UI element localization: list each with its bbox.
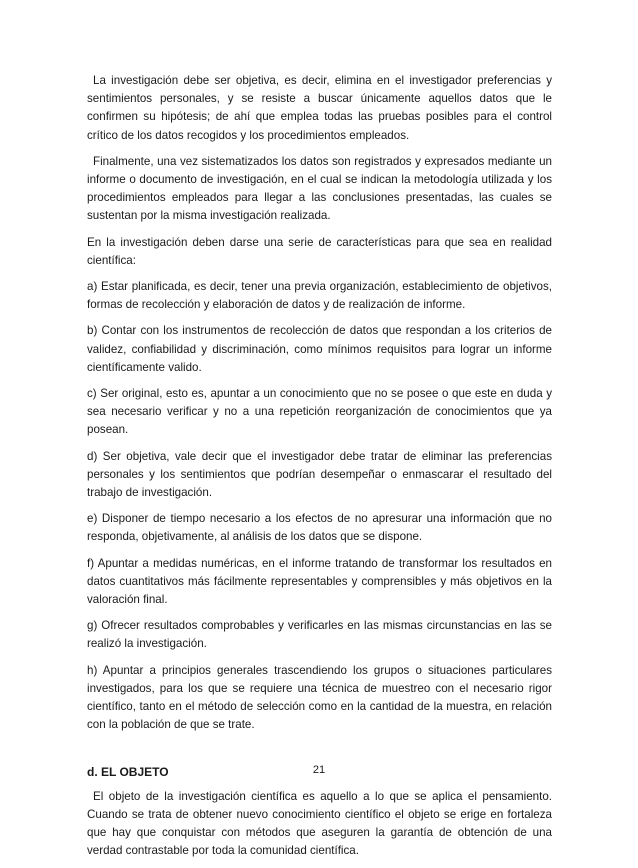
list-item-h: h) Apuntar a principios generales trascendiendo los grupos o situaciones particulares investigados, para los que se requiere una técnica de muestreo con el necesario rigor científico, tanto en el método de selección como en la cantidad de la muestra, en relación con la población de que se trate.: [87, 663, 552, 732]
list-item-g: g) Ofrecer resultados comprobables y verificarles en las mismas circunstancias en las se realizó la investigación.: [87, 619, 552, 651]
list-item-a: a) Estar planificada, es decir, tener una previa organización, establecimiento de objetivos, formas de recolección y elaboración de datos y de realización de informe.: [87, 280, 552, 312]
list-item-c: c) Ser original, esto es, apuntar a un conocimiento que no se posee o que este en duda y sea necesario verificar y no a una repetición reorganización de conocimientos que ya posean.: [87, 387, 552, 437]
paragraph-objectivity: La investigación debe ser objetiva, es decir, elimina en el investigador preferencias y sentimientos personales, y se resiste a buscar únicamente aquellos datos que le confirmen su hipótesis; de ahí que emplea todas las pruebas posibles para el control crítico de los datos recogidos y los procedimientos empleados.: [87, 74, 552, 142]
list-item-f: f) Apuntar a medidas numéricas, en el informe tratando de transformar los resultados en datos cuantitativos más fácilmente representables y comprensibles y más objetivos en la valoración final.: [87, 556, 552, 607]
section-heading: d. EL OBJETO: [87, 764, 169, 779]
paragraph-report: Finalmente, una vez sistematizados los datos son registrados y expresados mediante un informe o documento de investigación, en el cual se indican la metodología utilizada y los procedimientos empleados para llegar a las conclusiones presentadas, las cuales se sustentan por la misma investigación realizada.: [87, 154, 552, 223]
paragraph-object: El objeto de la investigación científica es aquello a lo que se aplica el pensamiento. Cuando se trata de obtener nuevo conocimiento científico el objeto se erige en fortaleza que hay que conquistar con métodos que aseguren la garantía de obtención de una verdad contrastable por toda la comunidad científica.: [87, 789, 552, 858]
section-spacer: [87, 743, 552, 763]
page-content: [87, 72, 552, 868]
list-item-b: b) Contar con los instrumentos de recolección de datos que respondan a los criterios de validez, confiabilidad y discriminación, como mínimos requisitos para lograr un informe científicamente valido.: [87, 324, 552, 374]
paragraph-characteristics-intro: En la investigación deben darse una serie de características para que sea en realidad científica:: [87, 235, 552, 267]
list-item-e: e) Disponer de tiempo necesario a los efectos de no apresurar una información que no responda, objetivamente, al análisis de los datos que se dispone.: [87, 512, 552, 544]
page-number: 21: [312, 764, 326, 776]
list-item-d: d) Ser objetiva, vale decir que el investigador debe tratar de eliminar las preferencias personales y los sentimientos que podrían desempeñar o enmascarar el resultado del trabajo de investigación.: [87, 449, 552, 500]
